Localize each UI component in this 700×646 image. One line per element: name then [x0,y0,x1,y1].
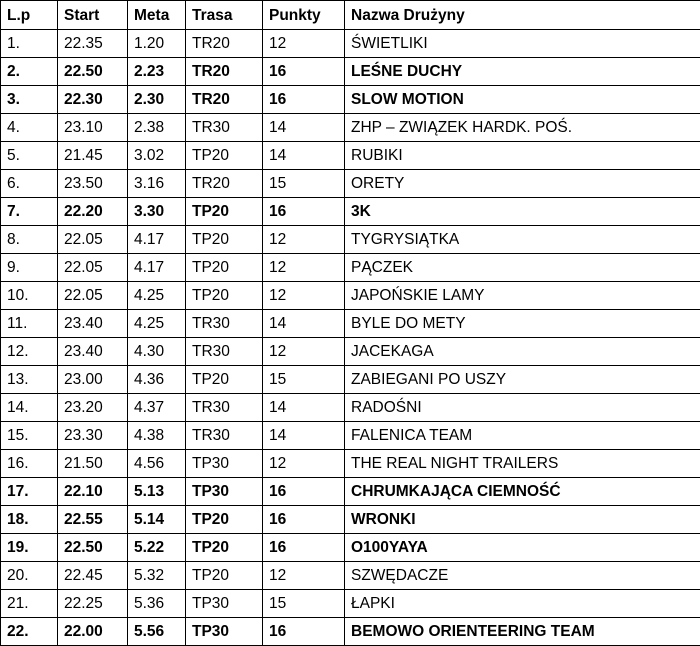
cell-punkty: 12 [263,30,345,58]
cell-nazwa: RUBIKI [345,142,700,170]
cell-lp: 7. [1,198,58,226]
cell-meta: 3.30 [128,198,186,226]
cell-start: 22.50 [58,534,128,562]
cell-nazwa: RADOŚNI [345,394,700,422]
cell-lp: 18. [1,506,58,534]
cell-trasa: TP30 [186,590,263,618]
cell-start: 22.30 [58,86,128,114]
cell-trasa: TP30 [186,478,263,506]
cell-meta: 2.23 [128,58,186,86]
cell-lp: 10. [1,282,58,310]
cell-nazwa: O100YAYA [345,534,700,562]
table-row [1,506,700,534]
cell-start: 22.05 [58,282,128,310]
cell-trasa: TR30 [186,310,263,338]
cell-punkty: 14 [263,142,345,170]
table-row [1,562,700,590]
table-row [1,58,700,86]
table-row [1,198,700,226]
cell-punkty: 14 [263,394,345,422]
cell-meta: 4.25 [128,310,186,338]
cell-meta: 5.36 [128,590,186,618]
cell-nazwa: ORETY [345,170,700,198]
cell-start: 23.50 [58,170,128,198]
cell-meta: 4.37 [128,394,186,422]
cell-lp: 9. [1,254,58,282]
cell-meta: 4.38 [128,422,186,450]
header-row [1,1,700,30]
cell-start: 23.30 [58,422,128,450]
table-row [1,30,700,58]
table-row [1,254,700,282]
cell-punkty: 16 [263,506,345,534]
cell-meta: 2.38 [128,114,186,142]
cell-punkty: 14 [263,114,345,142]
cell-nazwa: ZABIEGANI PO USZY [345,366,700,394]
table-row [1,310,700,338]
header-trasa: Trasa [186,1,263,30]
cell-meta: 4.25 [128,282,186,310]
table-row [1,114,700,142]
cell-nazwa: WRONKI [345,506,700,534]
cell-trasa: TP20 [186,226,263,254]
cell-punkty: 16 [263,618,345,646]
header-punkty: Punkty [263,1,345,30]
header-meta: Meta [128,1,186,30]
cell-meta: 4.17 [128,226,186,254]
table-row [1,618,700,646]
cell-trasa: TR30 [186,114,263,142]
cell-lp: 5. [1,142,58,170]
cell-trasa: TP20 [186,534,263,562]
cell-nazwa: JAPOŃSKIE LAMY [345,282,700,310]
cell-start: 23.10 [58,114,128,142]
cell-meta: 5.32 [128,562,186,590]
cell-start: 23.00 [58,366,128,394]
cell-lp: 16. [1,450,58,478]
cell-nazwa: ŁAPKI [345,590,700,618]
header-start: Start [58,1,128,30]
cell-trasa: TP20 [186,142,263,170]
cell-nazwa: CHRUMKAJĄCA CIEMNOŚĆ [345,478,700,506]
cell-trasa: TP20 [186,366,263,394]
cell-nazwa: LEŚNE DUCHY [345,58,700,86]
cell-start: 21.45 [58,142,128,170]
cell-start: 22.55 [58,506,128,534]
cell-lp: 19. [1,534,58,562]
cell-punkty: 12 [263,338,345,366]
cell-nazwa: FALENICA TEAM [345,422,700,450]
cell-punkty: 16 [263,86,345,114]
cell-start: 22.45 [58,562,128,590]
table-row [1,338,700,366]
cell-punkty: 12 [263,282,345,310]
cell-trasa: TR20 [186,58,263,86]
cell-start: 22.35 [58,30,128,58]
cell-start: 23.40 [58,310,128,338]
cell-meta: 4.30 [128,338,186,366]
cell-lp: 8. [1,226,58,254]
cell-trasa: TP30 [186,450,263,478]
cell-nazwa: BEMOWO ORIENTEERING TEAM [345,618,700,646]
table-row [1,450,700,478]
cell-lp: 6. [1,170,58,198]
cell-trasa: TR20 [186,86,263,114]
table-row [1,226,700,254]
cell-trasa: TR30 [186,394,263,422]
cell-start: 22.50 [58,58,128,86]
cell-trasa: TR20 [186,170,263,198]
cell-meta: 5.13 [128,478,186,506]
cell-lp: 22. [1,618,58,646]
cell-trasa: TP30 [186,618,263,646]
cell-meta: 1.20 [128,30,186,58]
cell-lp: 20. [1,562,58,590]
table-row [1,422,700,450]
cell-start: 21.50 [58,450,128,478]
table-row [1,170,700,198]
cell-punkty: 15 [263,366,345,394]
table-row [1,534,700,562]
cell-punkty: 12 [263,450,345,478]
cell-start: 23.40 [58,338,128,366]
cell-lp: 3. [1,86,58,114]
cell-trasa: TR20 [186,30,263,58]
cell-punkty: 15 [263,170,345,198]
results-body [1,30,700,646]
cell-trasa: TP20 [186,506,263,534]
cell-start: 22.10 [58,478,128,506]
cell-start: 22.00 [58,618,128,646]
table-row [1,282,700,310]
cell-punkty: 16 [263,198,345,226]
cell-punkty: 12 [263,254,345,282]
cell-trasa: TP20 [186,254,263,282]
table-row [1,590,700,618]
cell-trasa: TP20 [186,562,263,590]
cell-start: 22.05 [58,226,128,254]
cell-lp: 13. [1,366,58,394]
cell-start: 22.05 [58,254,128,282]
cell-lp: 21. [1,590,58,618]
cell-start: 22.25 [58,590,128,618]
cell-meta: 3.02 [128,142,186,170]
cell-trasa: TR30 [186,422,263,450]
cell-meta: 5.56 [128,618,186,646]
cell-punkty: 14 [263,422,345,450]
cell-nazwa: SZWĘDACZE [345,562,700,590]
header-lp: L.p [1,1,58,30]
table-row [1,366,700,394]
cell-lp: 1. [1,30,58,58]
cell-nazwa: ŚWIETLIKI [345,30,700,58]
cell-punkty: 16 [263,58,345,86]
table-row [1,478,700,506]
cell-lp: 4. [1,114,58,142]
cell-punkty: 14 [263,310,345,338]
cell-lp: 12. [1,338,58,366]
cell-nazwa: 3K [345,198,700,226]
cell-punkty: 15 [263,590,345,618]
cell-start: 23.20 [58,394,128,422]
cell-lp: 14. [1,394,58,422]
cell-meta: 2.30 [128,86,186,114]
cell-nazwa: BYLE DO METY [345,310,700,338]
cell-punkty: 16 [263,534,345,562]
cell-nazwa: ZHP – ZWIĄZEK HARDK. POŚ. [345,114,700,142]
header-nazwa: Nazwa Drużyny [345,1,700,30]
cell-nazwa: SLOW MOTION [345,86,700,114]
cell-meta: 4.56 [128,450,186,478]
cell-lp: 15. [1,422,58,450]
cell-lp: 2. [1,58,58,86]
cell-meta: 5.22 [128,534,186,562]
cell-punkty: 12 [263,562,345,590]
cell-meta: 5.14 [128,506,186,534]
cell-punkty: 16 [263,478,345,506]
cell-punkty: 12 [263,226,345,254]
cell-trasa: TP20 [186,282,263,310]
cell-meta: 4.17 [128,254,186,282]
table-row [1,394,700,422]
cell-nazwa: TYGRYSIĄTKA [345,226,700,254]
cell-meta: 4.36 [128,366,186,394]
table-row [1,142,700,170]
cell-meta: 3.16 [128,170,186,198]
cell-lp: 17. [1,478,58,506]
cell-lp: 11. [1,310,58,338]
cell-nazwa: PĄCZEK [345,254,700,282]
cell-trasa: TP20 [186,198,263,226]
cell-trasa: TR30 [186,338,263,366]
table-row [1,86,700,114]
cell-start: 22.20 [58,198,128,226]
cell-nazwa: THE REAL NIGHT TRAILERS [345,450,700,478]
cell-nazwa: JACEKAGA [345,338,700,366]
